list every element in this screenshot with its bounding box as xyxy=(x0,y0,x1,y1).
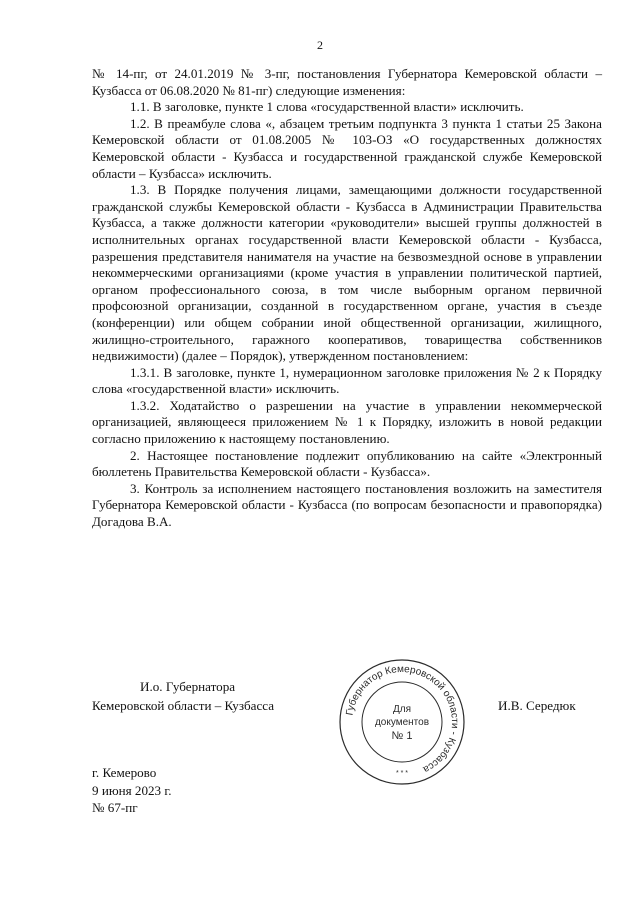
signature-block xyxy=(92,677,332,715)
signatory-region: Кемеровской области – Кузбасса xyxy=(92,698,275,713)
paragraph-1-3-1: 1.3.1. В заголовке, пункте 1, нумерационном заголовке приложения № 2 к Порядку слова «государственной власти» исключить. xyxy=(92,364,602,397)
stamp-center-line1: Для xyxy=(392,704,412,715)
signatory-title: И.о. Губернатора xyxy=(140,679,236,694)
paragraph-1-2: 1.2. В преамбуле слова «, абзацем третьим подпункта 3 пункта 1 статьи 25 Закона Кемеровской области от 01.08.2005 № 103-ОЗ «О государственных должностях Кемеровской области - Кузбасса и государственной гражданской службе Кемеровской области – Кузбасса» исключить. xyxy=(92,115,602,181)
official-stamp-seal xyxy=(336,656,468,788)
paragraph-1-3: 1.3. В Порядке получения лицами, замещающими должности государственной гражданской службы Кемеровской области - Кузбасса в Администрации Правительства Кузбасса, а также должности категории «руководители» высшей группы должностей в исполнительных органах государственной власти Кемеровской области - Кузбасса, разрешения представителя нанимателя на участие на безвозмездной основе в управлении некоммерческими организациями (кроме участия в управлении политической партией, органом профессионального союза, в том числе выборным органом первичной профсоюзной организации, созданной в государственном органе, участия в съезде (конференции) или общем собрании иной общественной организации, жилищного, жилищно-строительного, гаражного кооперативов, товарищества собственников недвижимости) (далее – Порядок), утвержденном постановлением: xyxy=(92,182,602,364)
document-body xyxy=(92,66,602,531)
signatory-name: И.В. Середюк xyxy=(498,698,576,713)
stamp-center-line3: № 1 xyxy=(391,730,413,742)
paragraph-3: 3. Контроль за исполнением настоящего постановления возложить на заместителя Губернатора Кемеровской области - Кузбасса (по вопросам безопасности и правопорядка) Догадова В.А. xyxy=(92,480,602,530)
stamp-ring-text: Губернатор Кемеровской области - Кузбасса xyxy=(344,663,461,775)
issue-city: г. Кемерово xyxy=(92,765,157,780)
document-footer xyxy=(92,764,172,817)
paragraph-1-3-2: 1.3.2. Ходатайство о разрешении на участие в управлении некоммерческой организацией, являющееся приложением № 1 к Порядку, изложить в новой редакции согласно приложению к настоящему постановлению. xyxy=(92,397,602,447)
paragraph-2: 2. Настоящее постановление подлежит опубликованию на сайте «Электронный бюллетень Правительства Кемеровской области - Кузбасса». xyxy=(92,447,602,480)
stamp-bottom-mark: * * * xyxy=(395,770,409,777)
document-number: № 67-пг xyxy=(92,800,138,815)
page-number: 2 xyxy=(317,38,323,52)
issue-date: 9 июня 2023 г. xyxy=(92,782,172,798)
paragraph-1-1: 1.1. В заголовке, пункте 1 слова «государственной власти» исключить. xyxy=(130,99,524,115)
paragraph-continuation: № 14-пг, от 24.01.2019 № 3-пг, постановления Губернатора Кемеровской области – Кузбасса от 06.08.2020 № 81-пг) следующие изменения: xyxy=(92,66,602,98)
stamp-center-line2: документов xyxy=(374,717,430,728)
